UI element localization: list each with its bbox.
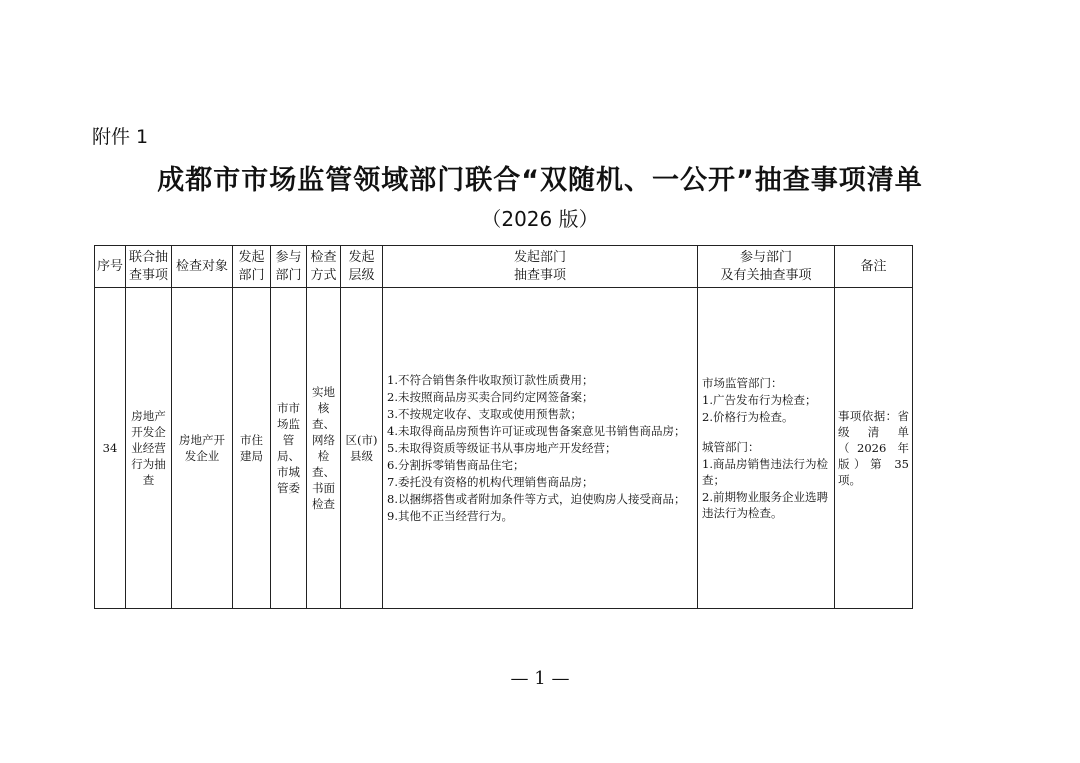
page-number: — 1 — bbox=[510, 668, 570, 689]
cell-participant-items bbox=[698, 288, 835, 609]
participant-item: 2.前期物业服务企业选聘违法行为检查。 bbox=[702, 490, 828, 520]
cell-initiator: 市住建局 bbox=[233, 288, 271, 609]
cell-initiator-items bbox=[383, 288, 698, 609]
initiator-item: 9.其他不正当经营行为。 bbox=[387, 509, 513, 523]
cell-level: 区(市)县级 bbox=[341, 288, 383, 609]
header-remark: 备注 bbox=[835, 246, 913, 288]
document-subtitle: （2026 版） bbox=[481, 207, 599, 231]
initiator-item: 3.不按规定收存、支取或使用预售款； bbox=[387, 407, 582, 421]
initiator-item: 4.未取得商品房预售许可证或现售备案意见书销售商品房； bbox=[387, 424, 686, 438]
participant-item: 2.价格行为检查。 bbox=[702, 410, 794, 424]
initiator-item: 7.委托没有资格的机构代理销售商品房； bbox=[387, 475, 594, 489]
table-header-row bbox=[95, 246, 913, 288]
initiator-item: 1.不符合销售条件收取预订款性质费用； bbox=[387, 373, 594, 387]
attachment-label: 附件 1 bbox=[92, 126, 149, 148]
document-title: 成都市市场监管领域部门联合“双随机、一公开”抽查事项清单 bbox=[157, 165, 923, 196]
header-participant-items-line1: 参与部门 bbox=[739, 249, 792, 265]
header-method: 检查方式 bbox=[307, 246, 341, 288]
initiator-item: 2.未按照商品房买卖合同约定网签备案； bbox=[387, 390, 594, 404]
participant-item: 1.广告发布行为检查； bbox=[702, 393, 817, 407]
header-initiator-items bbox=[383, 246, 698, 288]
initiator-item: 8.以捆绑搭售或者附加条件等方式，迫使购房人接受商品； bbox=[387, 492, 686, 506]
header-joint-item: 联合抽查事项 bbox=[126, 246, 172, 288]
header-target: 检查对象 bbox=[172, 246, 233, 288]
header-participant: 参与部门 bbox=[271, 246, 307, 288]
cell-method: 实地核查、网络检查、书面检查 bbox=[307, 288, 341, 609]
header-participant-items-line2: 及有关抽查事项 bbox=[720, 267, 812, 283]
cell-remark: 事项依据：省级清单（2026 年版）第 35 项。 bbox=[835, 288, 913, 609]
cell-participant: 市市场监管局、市城管委 bbox=[271, 288, 307, 609]
initiator-item: 6.分割拆零销售商品住宅； bbox=[387, 458, 525, 472]
header-participant-items bbox=[698, 246, 835, 288]
header-initiator: 发起部门 bbox=[233, 246, 271, 288]
header-seq: 序号 bbox=[95, 246, 126, 288]
header-initiator-items-line2: 抽查事项 bbox=[513, 267, 566, 283]
cell-target: 房地产开发企业 bbox=[172, 288, 233, 609]
market-dept-label: 市场监管部门： bbox=[702, 376, 783, 390]
cell-joint-item: 房地产开发企业经营行为抽查 bbox=[126, 288, 172, 609]
inspection-table bbox=[94, 245, 913, 609]
header-level: 发起层级 bbox=[341, 246, 383, 288]
header-initiator-items-line1: 发起部门 bbox=[513, 249, 566, 265]
cell-seq: 34 bbox=[95, 288, 126, 609]
initiator-item: 5.未取得资质等级证书从事房地产开发经营； bbox=[387, 441, 617, 455]
urban-dept-label: 城管部门： bbox=[702, 440, 760, 454]
table-row bbox=[95, 288, 913, 609]
participant-item: 1.商品房销售违法行为检查； bbox=[702, 457, 828, 487]
spacer bbox=[702, 426, 830, 438]
